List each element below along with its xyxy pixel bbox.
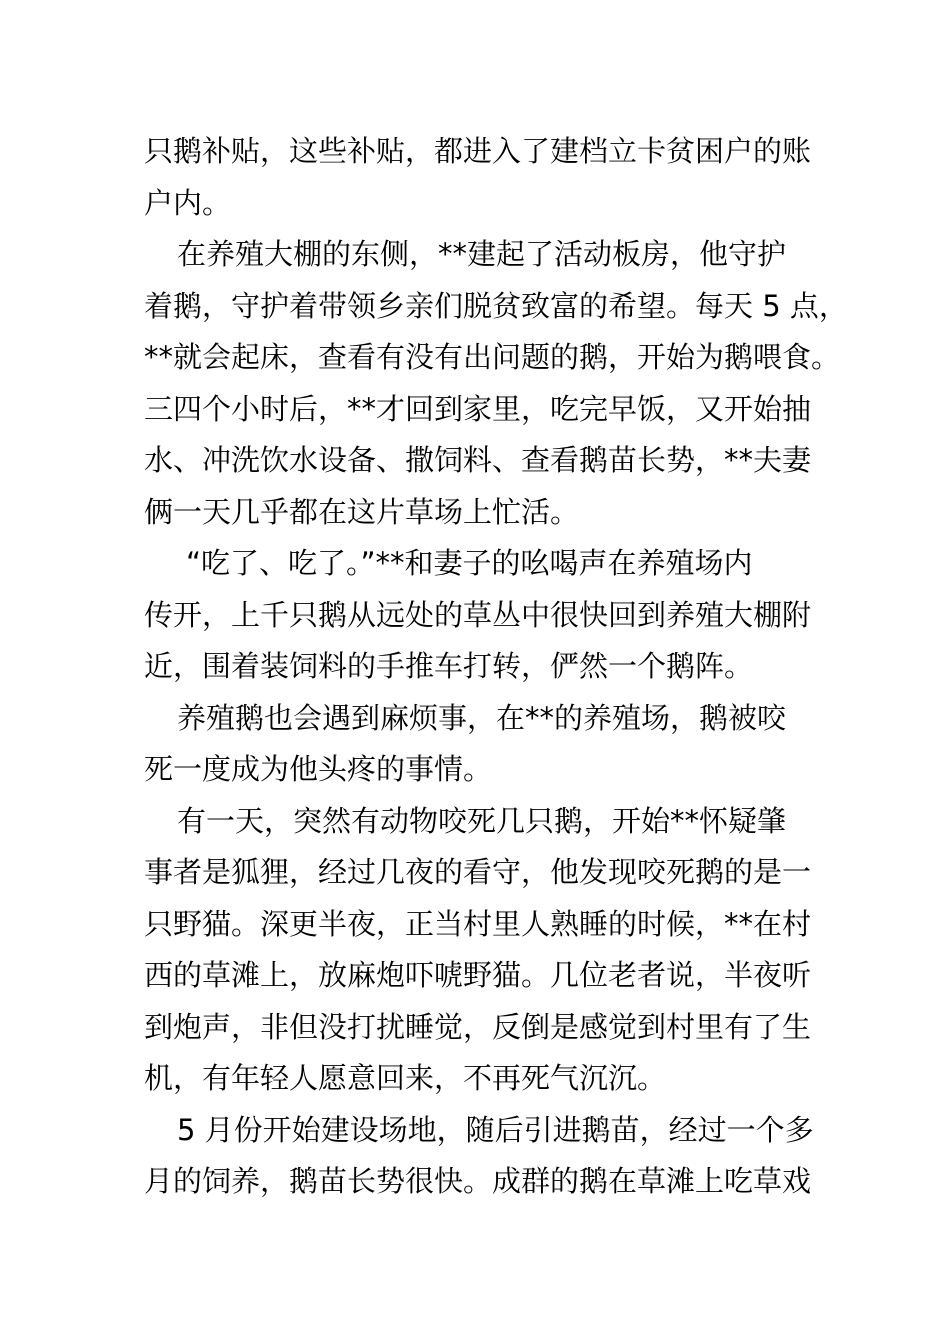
text-line: 户内。 (144, 185, 232, 220)
text-line: 事者是狐狸，经过几夜的看守，他发现咬死鹅的是一 (144, 855, 812, 889)
text-line: 到炮声，非但没打扰睡觉，反倒是感觉到村里有了生 (144, 1009, 812, 1044)
paragraph-start-line: 有一天，突然有动物咬死几只鹅，开始**怀疑肇 (177, 803, 787, 838)
paragraph-start-line: 在养殖大棚的东侧，**建起了活动板房，他守护 (177, 237, 787, 271)
text-line: 近，围着装饲料的手推车打转，俨然一个鹅阵。 (144, 649, 754, 683)
text-line: 西的草滩上，放麻炮吓唬野猫。几位老者说，半夜听 (144, 958, 812, 992)
paragraph-start-line: “吃了、吃了。”**和妻子的吆喝声在养殖场内 (186, 546, 753, 580)
text-line: **就会起床，查看有没有出问题的鹅，开始为鹅喂食。 (144, 340, 841, 374)
text-line: 着鹅，守护着带领乡亲们脱贫致富的希望。每天 5 点， (144, 288, 848, 323)
paragraph-start-line: 养殖鹅也会遇到麻烦事，在**的养殖场，鹅被咬 (177, 700, 787, 735)
text-line: 传开，上千只鹅从远处的草丛中很快回到养殖大棚附 (144, 597, 812, 632)
text-line: 水、冲洗饮水设备、撒饲料、查看鹅苗长势，**夫妻 (144, 443, 812, 477)
text-line: 只野猫。深更半夜，正当村里人熟睡的时候，**在村 (144, 906, 812, 941)
text-line: 死一度成为他头疼的事情。 (144, 752, 493, 786)
text-line: 月的饲养，鹅苗长势很快。成群的鹅在草滩上吃草戏 (144, 1164, 812, 1198)
text-line: 只鹅补贴，这些补贴，都进入了建档立卡贫困户的账 (144, 134, 812, 168)
text-line: 机，有年轻人愿意回来，不再死气沉沉。 (144, 1061, 667, 1095)
text-line: 三四个小时后，**才回到家里，吃完早饭，又开始抽 (144, 391, 812, 426)
text-line: 俩一天几乎都在这片草场上忙活。 (144, 494, 580, 529)
paragraph-start-line: 5 月份开始建设场地，随后引进鹅苗，经过一个多 (177, 1112, 814, 1147)
article-body (144, 126, 848, 1208)
